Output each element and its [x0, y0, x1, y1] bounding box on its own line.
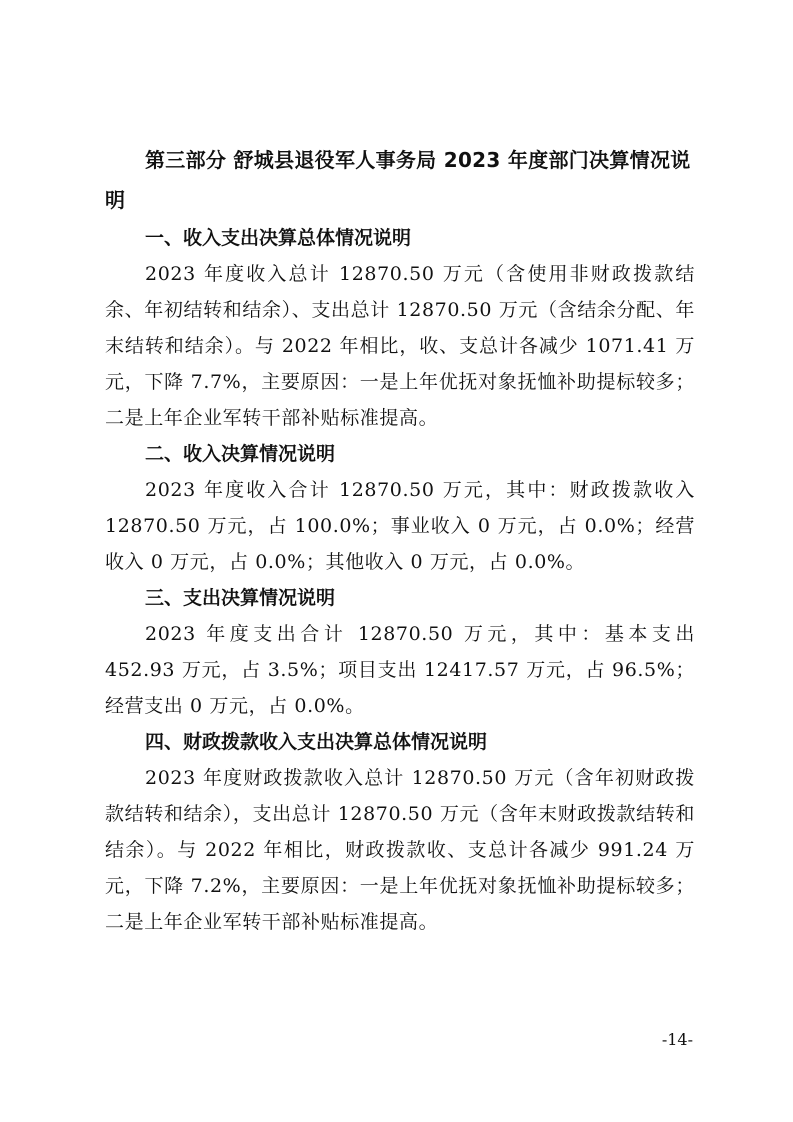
section-1 [105, 220, 695, 436]
section-paragraph: 2023 年度收入总计 12870.50 万元（含使用非财政拨款结余、年初结转和结余）、支出总计 12870.50 万元（含结余分配、年末结转和结余）。与 2022 年相比，收、支总计各减少 1071.41 万元，下降 7.7%，主要原因：一是上年优抚对象抚恤补助提标较多；二是上年企业军转干部补贴标准提高。 [105, 263, 695, 429]
section-paragraph: 2023 年度支出合计 12870.50 万元，其中：基本支出 452.93 万元，占 3.5%；项目支出 12417.57 万元，占 96.5%；经营支出 0 万元，占 0.0%。 [105, 623, 695, 717]
document-title: 第三部分 舒城县退役军人事务局 2023 年度部门决算情况说明 [105, 148, 691, 212]
page-number: -14- [661, 1030, 693, 1049]
section-paragraph: 2023 年度财政拨款收入总计 12870.50 万元（含年初财政拨款结转和结余），支出总计 12870.50 万元（含年末财政拨款结转和结余）。与 2022 年相比，财政拨款收、支总计各减少 991.24 万元，下降 7.2%，主要原因：一是上年优抚对象抚恤补助提标较多；二是上年企业军转干部补贴标准提高。 [105, 767, 695, 933]
section-3 [105, 580, 695, 724]
section-heading: 三、支出决算情况说明 [145, 587, 336, 609]
section-heading: 一、收入支出决算总体情况说明 [145, 227, 412, 249]
section-2 [105, 436, 695, 580]
section-paragraph: 2023 年度收入合计 12870.50 万元，其中：财政拨款收入 12870.50 万元，占 100.0%；事业收入 0 万元，占 0.0%；经营收入 0 万元，占 0.0%；其他收入 0 万元，占 0.0%。 [105, 479, 695, 573]
document-page [105, 140, 695, 940]
section-4 [105, 724, 695, 940]
section-heading: 二、收入决算情况说明 [145, 443, 336, 465]
section-heading: 四、财政拨款收入支出决算总体情况说明 [145, 731, 488, 753]
